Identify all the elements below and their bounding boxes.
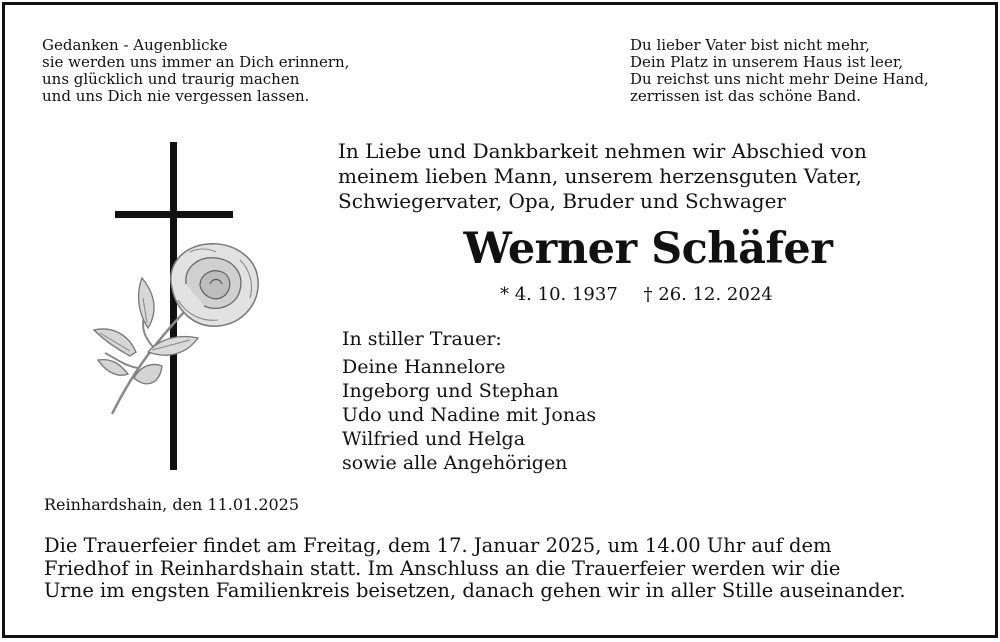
poem-left-line: Gedanken - Augenblicke [42, 36, 228, 54]
poem-left-line: uns glücklich und traurig machen [42, 70, 300, 88]
poem-right-line: zerrissen ist das schöne Band. [630, 87, 862, 105]
mourner-entry: sowie alle Angehörigen [342, 452, 568, 474]
notice-line: Friedhof in Reinhardshain statt. Im Anschluss an die Trauerfeier werden wir die [44, 556, 841, 580]
birth-date: * 4. 10. 1937 [500, 284, 618, 305]
poem-right-line: Du lieber Vater bist nicht mehr, [630, 36, 870, 54]
death-date: † 26. 12. 2024 [643, 284, 773, 305]
notice-line: Urne im engsten Familienkreis beisetzen, danach gehen wir in aller Stille auseinander. [44, 579, 906, 602]
funeral-notice [44, 535, 906, 603]
mourner-entry: Udo und Nadine mit Jonas [342, 404, 597, 426]
intro-text [338, 139, 867, 214]
intro-line: In Liebe und Dankbarkeit nehmen wir Abschied von [338, 139, 867, 163]
mourner-entry: Wilfried und Helga [342, 428, 526, 450]
poem-right [630, 37, 929, 105]
notice-line: Die Trauerfeier findet am Freitag, dem 17. Januar 2025, um 14.00 Uhr auf dem [44, 534, 832, 557]
intro-line: Schwiegervater, Opa, Bruder und Schwager [338, 189, 786, 213]
deceased-name: Werner Schäfer [463, 224, 833, 274]
mourners [342, 327, 596, 475]
place-date: Reinhardshain, den 11.01.2025 [44, 495, 300, 514]
poem-right-line: Dein Platz in unserem Haus ist leer, [630, 53, 904, 71]
mourner-entry: Deine Hannelore [342, 356, 506, 378]
intro-line: meinem lieben Mann, unserem herzensguten Vater, [338, 164, 862, 188]
poem-right-line: Du reichst uns nicht mehr Deine Hand, [630, 70, 929, 88]
cross-icon [90, 138, 270, 474]
mourners-heading: In stiller Trauer: [342, 328, 502, 350]
poem-left-line: und uns Dich nie vergessen lassen. [42, 87, 310, 105]
cross-with-rose [90, 138, 270, 478]
life-dates [500, 284, 773, 305]
mourner-entry: Ingeborg und Stephan [342, 380, 559, 402]
poem-left-line: sie werden uns immer an Dich erinnern, [42, 53, 350, 71]
poem-left [42, 37, 349, 105]
